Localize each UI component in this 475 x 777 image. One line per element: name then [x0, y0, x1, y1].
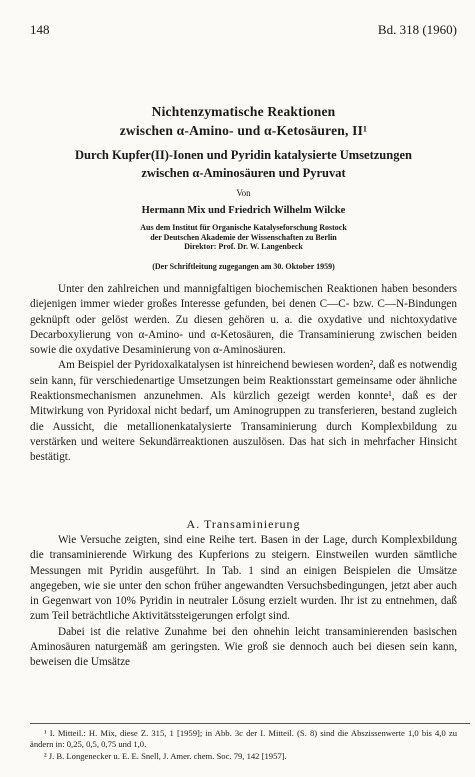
paragraph: Dabei ist die relative Zunahme bei den ohnehin leicht transaminierenden basischen Aminosäuren naturgemäß am geringsten. Wie groß sie dennoch auch bei diesen sein kann, beweisen die Umsätze	[30, 625, 457, 669]
footnote-2: ² J. B. Longenecker u. E. E. Snell, J. Amer. chem. Soc. 79, 142 [1957].	[44, 750, 287, 761]
section-heading: A. Transaminierung	[186, 517, 301, 531]
paragraph: Am Beispiel der Pyridoxalkatalysen ist hinreichend bewiesen worden², daß es notwendig sein kann, für verschiedenartige Umsetzungen beim Reaktionsstart gemeinsame oder ähnliche Reaktionsmechanismen anzunehmen. Als kürzlich gezeigt werden konnte¹, daß es der Mitwirkung von Pyridoxal nicht bedarf, um Aminogruppen zu transferieren, bestand zugleich die Aussicht, die metallionenkatalysierte Transaminierung durch Komplexbildung zu verstärken und weitere Sekundärreaktionen auszulösen. Das hat sich in mehrfacher Hinsicht bestätigt.	[30, 359, 457, 464]
article-title-line-1: Nichtenzymatische Reaktionen	[151, 104, 336, 119]
paragraph: Unter den zahlreichen und mannigfaltigen biochemischen Reaktionen haben besonders diejenigen immer wieder großes Interesse gefunden, bei denen C—C- bzw. C—N-Bindungen geknüpft oder gelöst werden. Zu diesen gehören u. a. die oxydative und nichtoxydative Decarboxylierung von α-Amino- und α-Ketosäuren, die Transaminierung zwischen beiden sowie die oxydative Desaminierung von α-Aminosäuren.	[30, 283, 457, 357]
article-title-line-2: zwischen α-Amino- und α-Ketosäuren, II¹	[119, 123, 368, 138]
article-subtitle-line-1: Durch Kupfer(II)-Ionen und Pyridin katalysierte Umsetzungen	[75, 148, 412, 162]
institution	[30, 223, 457, 252]
volume-info: Bd. 318 (1960)	[377, 22, 457, 37]
section-a-text	[30, 533, 457, 671]
institution-line-2: der Deutschen Akademie der Wissenschaften zu Berlin	[150, 232, 337, 242]
institution-director: Direktor: Prof. Dr. W. Langenbeck	[184, 242, 303, 252]
page-number: 148	[30, 22, 50, 37]
footnotes	[30, 728, 457, 762]
intro-text	[30, 282, 457, 466]
paragraph: Wie Versuche zeigten, sind eine Reihe tert. Basen in der Lage, durch Komplexbildung die transaminierende Wirkung des Kupferions zu steigern. Einstweilen wurden sämtliche Messungen mit Pyridin ausgeführt. In Tab. 1 sind an einigen Beispielen die Umsätze angegeben, wie sie unter den schon früher angewandten Versuchsbedingungen, jetzt aber auch in Gegenwart von 10% Pyridin in neutraler Lösung erzielt wurden. Ihr ist zu entnehmen, daß zum Teil beträchtliche Aktivitätssteigerungen erfolgt sind.	[30, 534, 457, 623]
article-subtitle-line-2: zwischen α-Aminosäuren und Pyruvat	[141, 166, 346, 180]
footnote-divider	[30, 723, 470, 724]
running-header	[30, 22, 457, 38]
received-date: (Der Schriftleitung zugegangen am 30. Oktober 1959)	[152, 262, 335, 271]
footnote-1: ¹ I. Mitteil.: H. Mix, diese Z. 315, 1 [1959]; in Abb. 3c der I. Mitteil. (S. 8) sind die Abszissenwerte 1,0 bis 4,0 zu ändern in: 0,25, 0,5, 0,75 und 1,0.	[30, 728, 457, 750]
authors: Hermann Mix und Friedrich Wilhelm Wilcke	[141, 205, 346, 216]
byline-von: Von	[236, 188, 251, 198]
institution-line-1: Aus dem Institut für Organische Katalyseforschung Rostock	[140, 223, 347, 232]
